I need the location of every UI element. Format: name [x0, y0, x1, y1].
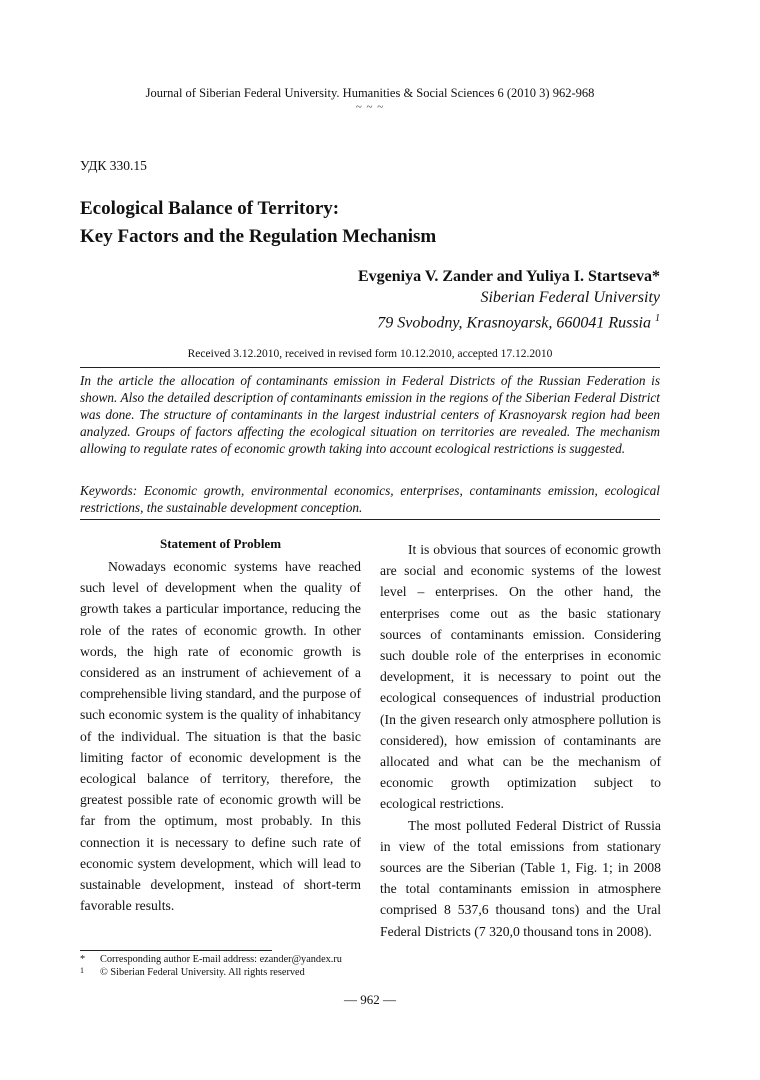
author-address: [358, 308, 660, 333]
journal-header: Journal of Siberian Federal University. Humanities & Social Sciences 6 (2010 3) 962-968: [145, 86, 595, 100]
title-line-2: Key Factors and the Regulation Mechanism: [80, 226, 437, 247]
author-names: Evgeniya V. Zander and Yuliya I. Startseva*: [358, 268, 660, 285]
footnote-rule: [80, 950, 272, 951]
page-number: — 962 —: [344, 992, 396, 1007]
author-university: Siberian Federal University: [480, 289, 660, 306]
footnote-text: Corresponding author E-mail address: ezander@yandex.ru: [100, 954, 342, 965]
footnote-mark: *: [80, 954, 86, 965]
journal-separator: ~ ~ ~: [355, 101, 385, 113]
footnote-mark: 1: [80, 966, 84, 975]
author-address-text: 79 Svobodny, Krasnoyarsk, 660041 Russia: [377, 314, 651, 332]
footnote: [80, 966, 342, 979]
footnote: [80, 953, 342, 966]
body-paragraph: It is obvious that sources of economic growth are social and economic systems of the lowest level – enterprises. On the other hand, the enterprises come out as the basic stationary sources of contaminants emission. Considering such double role of the enterprises in economic development, it is necessary to point out the ecological consequences of industrial production (In the given research only atmosphere pollution is considered), how emission of contaminants are allocated and what can be the mechanism of economic growth optimization subject to ecological restrictions.: [380, 542, 661, 812]
body-paragraph: The most polluted Federal District of Russia in view of the total emissions from stationary sources are the Siberian (Table 1, Fig. 1; in 2008 the total contaminants emission in atmosphere comprised 8 537,6 thousand tons) and the Ural Federal Districts (7 320,0 thousand tons in 2008).: [380, 817, 661, 939]
footnote-text: © Siberian Federal University. All rights reserved: [100, 967, 305, 978]
title-line-1: Ecological Balance of Territory:: [80, 198, 340, 219]
abstract: In the article the allocation of contaminants emission in Federal Districts of the Russian Federation is shown. Also the detailed description of contaminants emission in the regions of the Siberian Federal District was done. The structure of contaminants in the largest industrial centers of Krasnoyarsk region had been analyzed. Groups of factors affecting the ecological situation on territories are revealed. The mechanism allowing to regulate rates of economic growth taking into account ecological restrictions is suggested.: [80, 373, 660, 456]
body-paragraph: Nowadays economic systems have reached such level of development when the quality of growth takes a particular importance, reducing the role of the rates of economic growth. In other words, the high rate of economic growth is considered as an instrument of achievement of a comprehensible living standard, and the purpose of such economic system is the quality of inhabitancy of the individual. The situation is that the basic limiting factor of economic development is the ecological balance of territory, therefore, the greatest possible rate of economic growth will be far from the optimum, most probably. In this connection it is necessary to define such rate of economic system development, which will lead to sustainable development, instead of short-term favorable results.: [80, 559, 361, 914]
author-block: [358, 266, 660, 333]
body-column-right: [380, 539, 661, 942]
section-heading: Statement of Problem: [159, 536, 282, 551]
keywords: Keywords: Economic growth, environmental economics, enterprises, contaminants emission, ecological restrictions, the sustainable development conception.: [80, 483, 660, 515]
abstract-bottom-rule: [80, 519, 660, 520]
body-column-left: [80, 534, 361, 916]
author-address-mark: 1: [655, 313, 660, 324]
footnotes: [80, 953, 342, 979]
abstract-top-rule: [80, 367, 660, 368]
article-title: [80, 195, 436, 251]
udk-code: УДК 330.15: [80, 158, 147, 173]
received-dates: Received 3.12.2010, received in revised form 10.12.2010, accepted 17.12.2010: [187, 348, 553, 360]
